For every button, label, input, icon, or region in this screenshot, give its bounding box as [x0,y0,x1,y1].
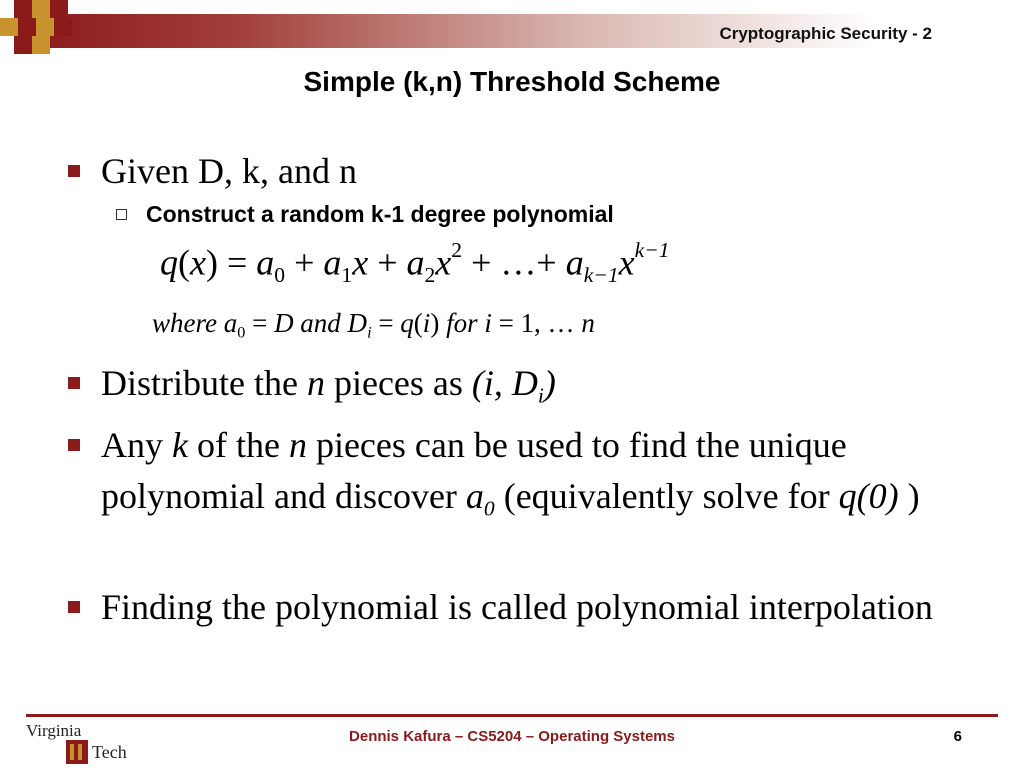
decor-square [50,0,68,18]
decor-square [54,18,72,36]
decor-square [14,0,32,18]
bullet-marker [68,377,80,389]
decor-square [0,18,18,36]
footer-author: Dennis Kafura – CS5204 – Operating Systems [349,728,675,745]
svg-text:Tech: Tech [92,742,127,762]
page-number: 6 [953,728,962,745]
sub-bullet-marker [116,209,127,220]
decor-square [32,36,50,54]
virginia-tech-logo [24,720,136,766]
bullet-marker [68,601,80,613]
where-formula: where $a_0 = D$ and $D_i = q(i)$ for i = 1, … n [152,308,595,342]
decor-square [32,0,50,18]
bullet-text-4: Finding the polynomial is called polynomial interpolation [101,587,933,627]
sub-bullet-text: Construct a random k-1 degree polynomial [146,201,614,227]
footer-divider [26,714,998,717]
decor-square [18,18,36,36]
decor-square [36,18,54,36]
decor-square [14,36,32,54]
bullet-text-1: Given D, k, and n [101,151,357,191]
bullet-text-3: Any k of the n pieces can be used to find the unique polynomial and discover $a_0$ (equivalently solve for q(0) ) [101,425,920,521]
svg-text:Virginia: Virginia [26,721,82,740]
header-title: Cryptographic Security - 2 [719,24,932,43]
bullet-marker [68,439,80,451]
polynomial-formula: $q(x) = a_0 + a_1x + a_2x^2$ + …+ $a_{k-1}x^{k-1}$ [160,238,670,287]
bullet-text-2: Distribute the n pieces as (i, $D_i$) [101,363,556,408]
bullet-marker [68,165,80,177]
slide-title: Simple (k,n) Threshold Scheme [303,66,721,97]
